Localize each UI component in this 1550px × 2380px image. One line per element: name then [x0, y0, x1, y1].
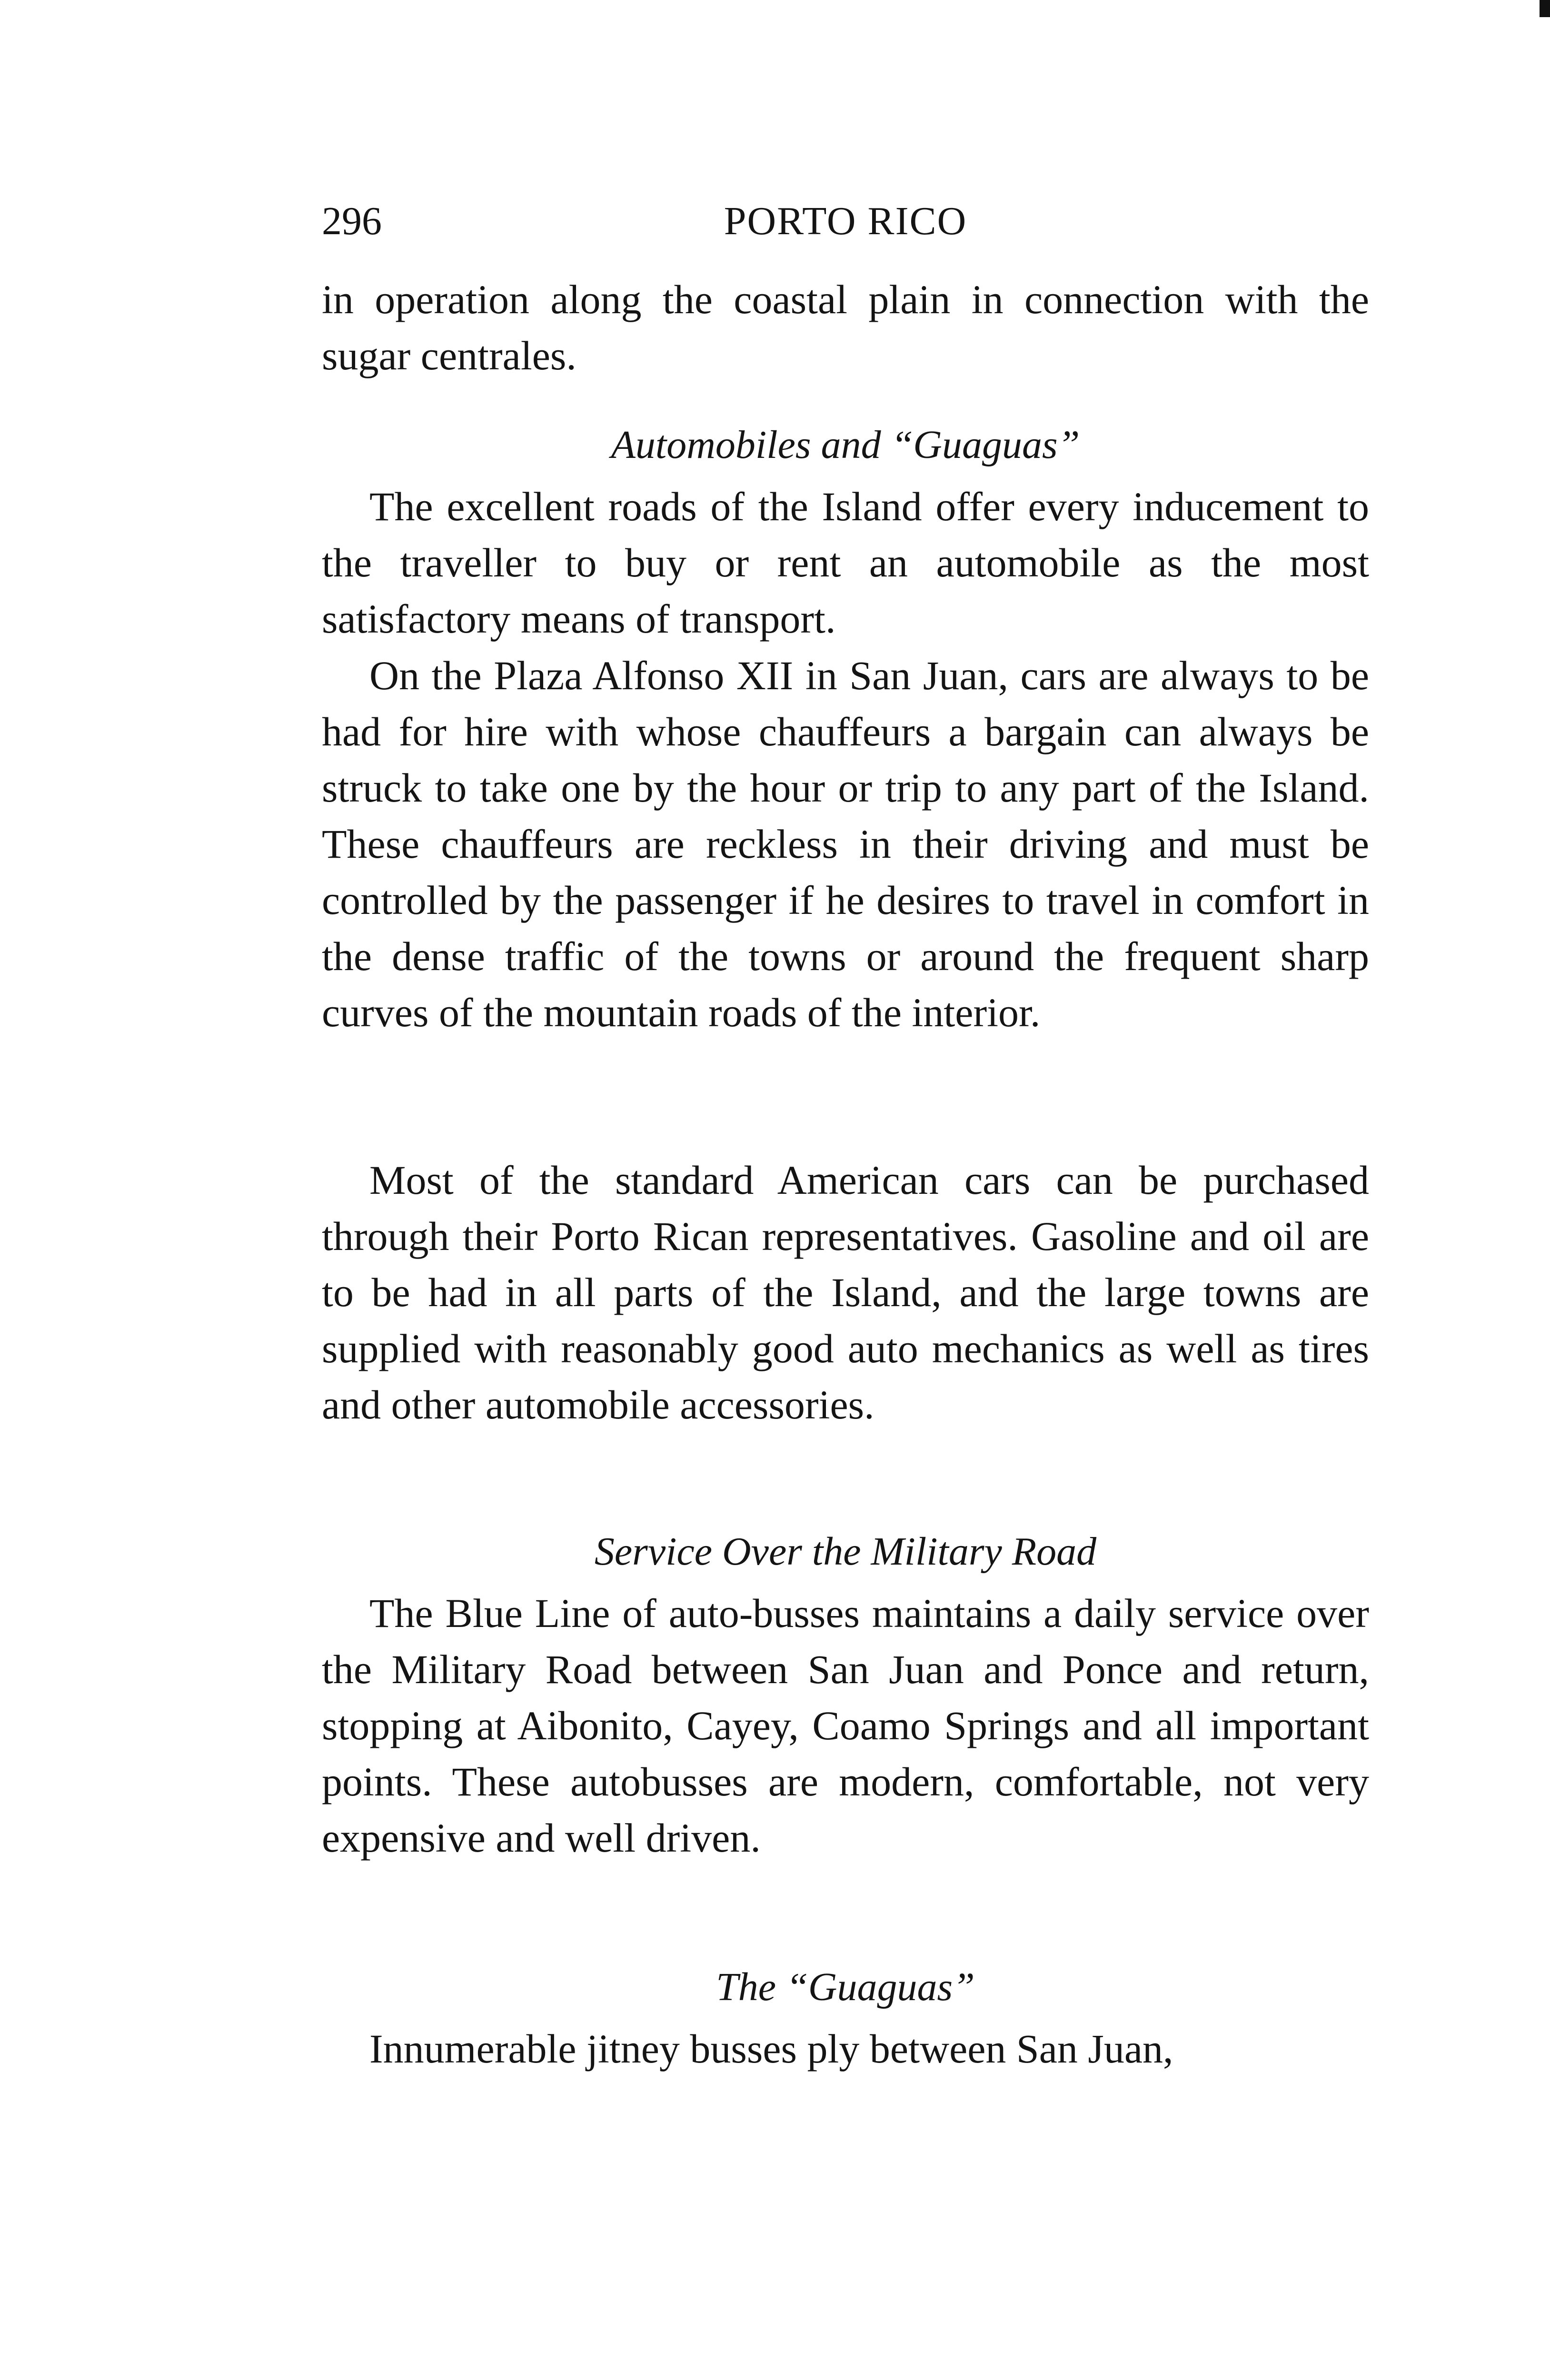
- paragraph-blue-line: The Blue Line of auto-busses maintains a daily service over the Military Road between San Juan and Ponce and return, stopping at Aibonito, Cayey, Coamo Springs and all important points. These autobusses are modern, comfortable, not very expensive and well driven.: [322, 1590, 1369, 1861]
- paragraph-jitney: Innumerable jitney busses ply between San Juan,: [369, 2026, 1173, 2072]
- heading-military-road: Service Over the Military Road: [594, 1529, 1097, 1574]
- paragraph-cars: Most of the standard American cars can be purchased through their Porto Rican representatives. Gasoline and oil are to be had in all parts of the Island, and the large towns are supplied with reasonably good auto mechanics as well as tires and other automobile accessories.: [322, 1157, 1369, 1428]
- paragraph-continuation: in operation along the coastal plain in connection with the sugar centrales.: [322, 277, 1369, 378]
- running-title: PORTO RICO: [724, 199, 967, 243]
- heading-guaguas: The “Guaguas”: [716, 1965, 975, 2009]
- paragraph-plaza: On the Plaza Alfonso XII in San Juan, cars are always to be had for hire with whose chauffeurs a bargain can always be struck to take one by the hour or trip to any part of the Island. These chauffeurs are reckless in their driving and must be controlled by the passenger if he desires to travel in comfort in the dense traffic of the towns or around the frequent sharp curves of the mountain roads of the interior.: [322, 653, 1369, 1035]
- page-header: [322, 193, 1369, 250]
- scan-mark-top-right: [1540, 0, 1550, 17]
- page-number: 296: [322, 199, 382, 243]
- paragraph-roads: The excellent roads of the Island offer every inducement to the traveller to buy or rent an automobile as the most satisfactory means of transport.: [322, 484, 1369, 642]
- heading-automobiles: Automobiles and “Guaguas”: [611, 423, 1080, 467]
